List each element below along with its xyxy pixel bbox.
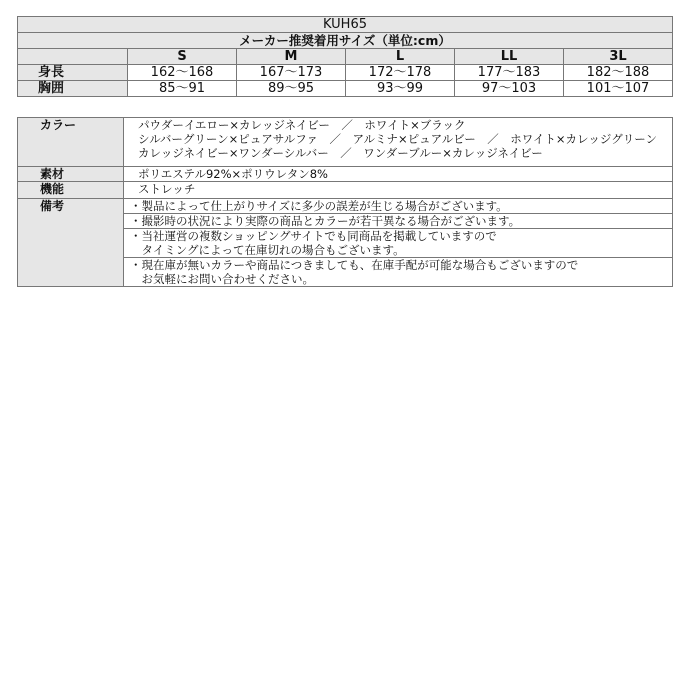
note-line: ・当社運営の複数ショッピングサイトでも同商品を掲載していますので xyxy=(130,229,497,243)
note-line: タイミングによって在庫切れの場合もございます。 xyxy=(130,243,405,257)
material-label: 素材 xyxy=(18,167,124,182)
color-row xyxy=(18,118,673,167)
size-header-row xyxy=(18,49,673,65)
chest-value-ll: 97～103 xyxy=(455,81,564,97)
note-item xyxy=(124,229,673,258)
height-value-3l: 182～188 xyxy=(564,65,673,81)
size-table xyxy=(17,16,673,97)
chest-label: 胸囲 xyxy=(18,81,128,97)
notes-row-1 xyxy=(18,199,673,214)
height-value-l: 172～178 xyxy=(346,65,455,81)
chest-value-m: 89～95 xyxy=(237,81,346,97)
product-info-table xyxy=(17,117,673,287)
note-line: ・現在庫が無いカラーや商品につきましても、在庫手配が可能な場合もございますので xyxy=(130,258,579,272)
height-value-ll: 177～183 xyxy=(455,65,564,81)
chest-value-l: 93～99 xyxy=(346,81,455,97)
note-item xyxy=(124,258,673,287)
note-item xyxy=(124,214,673,229)
size-header-corner xyxy=(18,49,128,65)
note-line: ・撮影時の状況により実際の商品とカラーが若干異なる場合がございます。 xyxy=(130,214,521,228)
size-header-s: S xyxy=(128,49,237,65)
function-value: ストレッチ xyxy=(124,182,673,199)
chest-value-s: 85～91 xyxy=(128,81,237,97)
size-header-m: M xyxy=(237,49,346,65)
size-table-subtitle-row xyxy=(18,33,673,49)
color-line: カレッジネイビー×ワンダーシルバー ／ ワンダーブルー×カレッジネイビー xyxy=(138,146,543,160)
size-table-subtitle: メーカー推奨着用サイズ（単位:cm） xyxy=(18,33,673,49)
size-header-ll: LL xyxy=(455,49,564,65)
color-list xyxy=(124,118,673,167)
notes-label: 備考 xyxy=(18,199,124,287)
color-line: パウダーイエロー×カレッジネイビー ／ ホワイト×ブラック xyxy=(138,118,466,132)
chest-row xyxy=(18,81,673,97)
note-item xyxy=(124,199,673,214)
product-code: KUH65 xyxy=(18,17,673,33)
chest-value-3l: 101～107 xyxy=(564,81,673,97)
size-table-title-row xyxy=(18,17,673,33)
height-value-m: 167～173 xyxy=(237,65,346,81)
color-label: カラー xyxy=(18,118,124,167)
function-label: 機能 xyxy=(18,182,124,199)
height-label: 身長 xyxy=(18,65,128,81)
note-line: ・製品によって仕上がりサイズに多少の誤差が生じる場合がございます。 xyxy=(130,199,508,213)
material-value: ポリエステル92%×ポリウレタン8% xyxy=(124,167,673,182)
color-line: シルバーグリーン×ピュアサルファ ／ アルミナ×ピュアルビー ／ ホワイト×カレッジグリーン xyxy=(138,132,657,146)
function-row xyxy=(18,182,673,199)
size-header-3l: 3L xyxy=(564,49,673,65)
note-line: お気軽にお問い合わせください。 xyxy=(130,272,314,286)
size-header-l: L xyxy=(346,49,455,65)
height-row xyxy=(18,65,673,81)
material-row xyxy=(18,167,673,182)
height-value-s: 162～168 xyxy=(128,65,237,81)
